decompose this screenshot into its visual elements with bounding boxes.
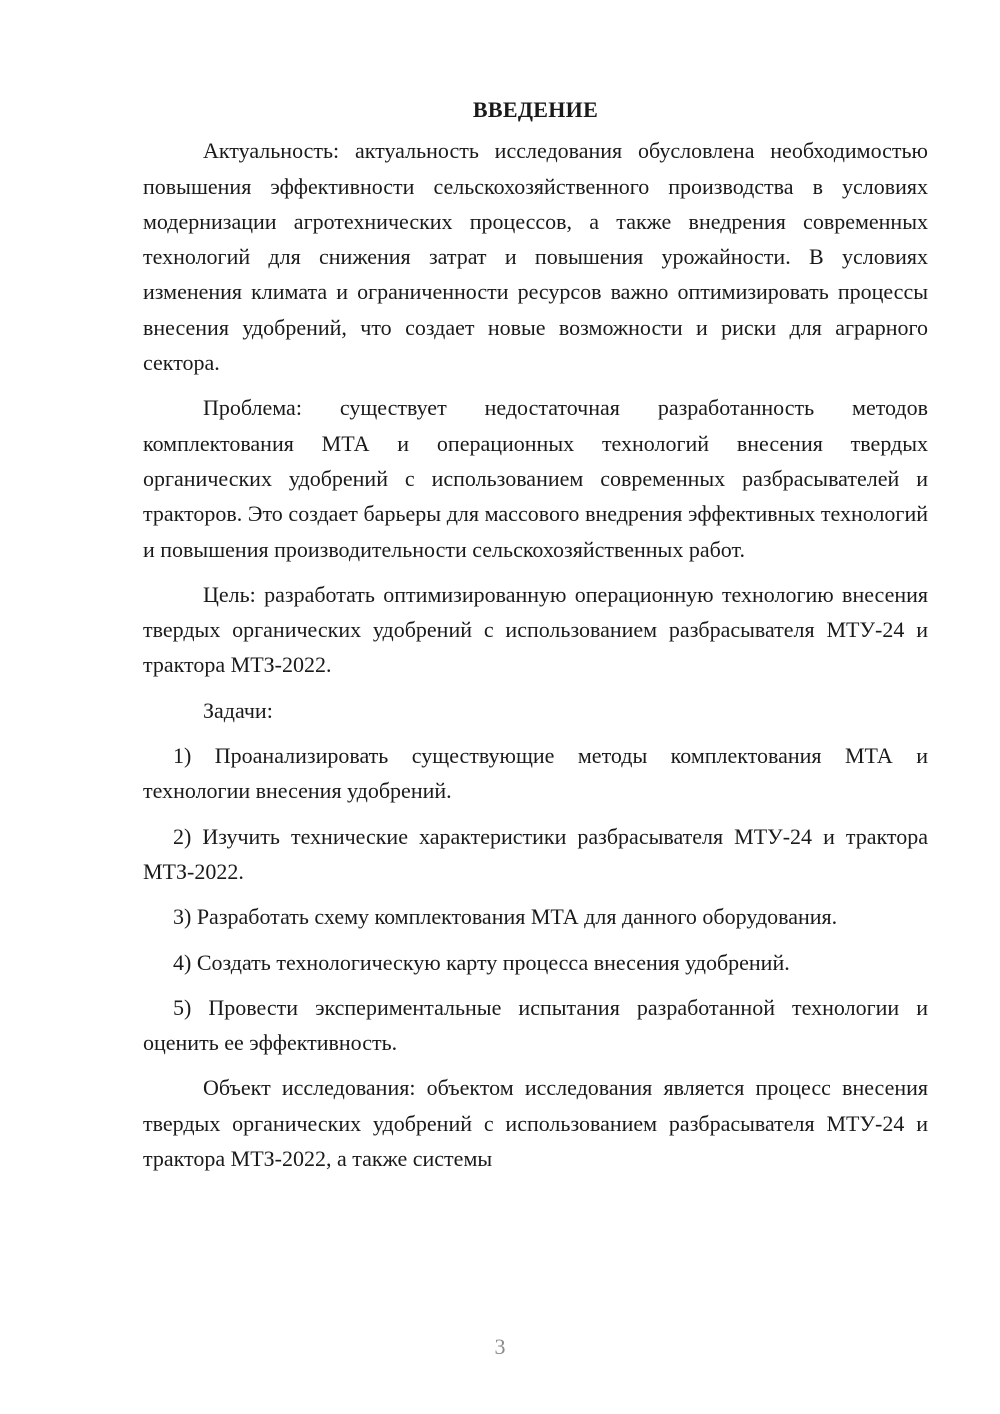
task-item: 1) Проанализировать существующие методы комплектования МТА и технологии внесения удобрений. <box>143 743 928 804</box>
document-page <box>143 92 928 1186</box>
page-number: 3 <box>494 1334 506 1359</box>
task-item: 2) Изучить технические характеристики разбрасывателя МТУ-24 и трактора МТЗ-2022. <box>143 823 928 884</box>
task-item: 5) Провести экспериментальные испытания разработанной технологии и оценить ее эффективность. <box>143 994 928 1056</box>
section-title: ВВЕДЕНИЕ <box>472 97 599 122</box>
task-item: 4) Создать технологическую карту процесса внесения удобрений. <box>173 949 790 975</box>
task-item: 3) Разработать схему комплектования МТА для данного оборудования. <box>173 904 838 930</box>
relevance-paragraph: Актуальность: актуальность исследования обусловлена необходимостью повышения эффективности сельскохозяйственного производства в условиях модернизации агротехнических процессов, а также внедрения современных технологий для снижения затрат и повышения урожайности. В условиях изменения климата и ограниченности ресурсов важно оптимизировать процессы внесения удобрений, что создает новые возможности и риски для аграрного сектора. <box>143 138 928 376</box>
problem-paragraph: Проблема: существует недостаточная разработанность методов комплектования МТА и операционных технологий внесения твердых органических удобрений с использованием современных разбрасывателей и тракторов. Это создает барьеры для массового внедрения эффективных технологий и повышения производительности сельскохозяйственных работ. <box>143 395 928 562</box>
tasks-label: Задачи: <box>203 697 273 723</box>
goal-paragraph: Цель: разработать оптимизированную операционную технологию внесения твердых органических удобрений с использованием разбрасывателя МТУ-24 и трактора МТЗ-2022. <box>143 581 928 678</box>
object-paragraph: Объект исследования: объектом исследования является процесс внесения твердых органических удобрений с использованием разбрасывателя МТУ-24 и трактора МТЗ-2022, а также системы <box>143 1075 928 1172</box>
